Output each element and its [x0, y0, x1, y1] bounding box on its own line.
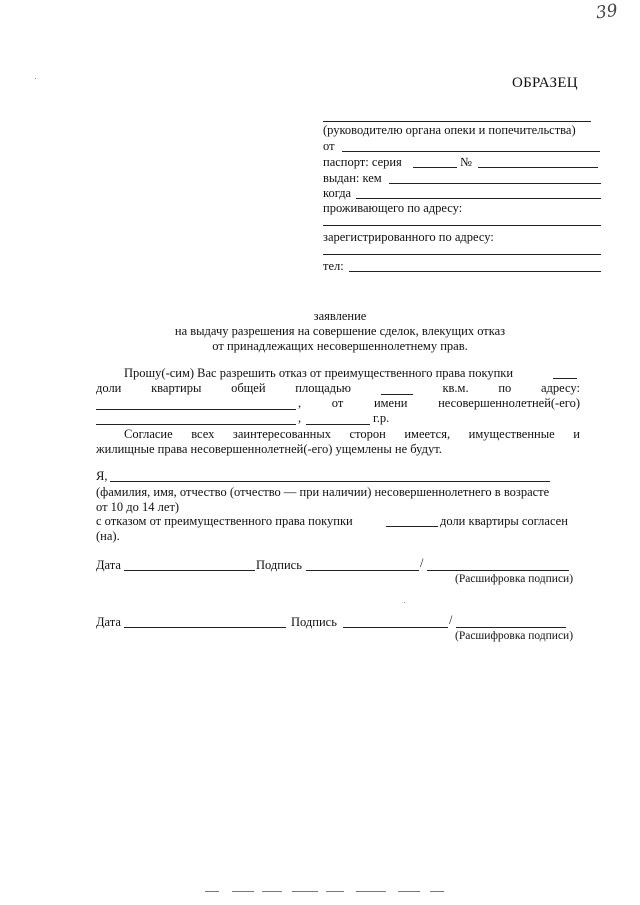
word-consent: Согласие — [124, 427, 173, 441]
area-blank — [381, 381, 413, 395]
word-exists: имеется, — [404, 427, 451, 441]
child-i-label: Я, — [96, 469, 108, 483]
decode-blank-2 — [456, 627, 566, 628]
footer-artifact — [430, 891, 444, 892]
registered-blank — [323, 254, 601, 255]
registered-label: зарегистрированного по адресу: — [323, 230, 494, 244]
passport-number-label: № — [460, 155, 472, 169]
word-at: по — [498, 381, 512, 395]
word-property: имущественные — [468, 427, 555, 441]
footer-artifact — [326, 891, 344, 892]
word-interested: заинтересованных — [232, 427, 331, 441]
phone-blank — [349, 271, 601, 272]
word-and: и — [573, 427, 580, 441]
page-number: 39 — [594, 0, 619, 24]
date-label-1: Дата — [96, 558, 121, 572]
word-apartment: квартиры — [151, 381, 202, 395]
word-all: всех — [191, 427, 215, 441]
scan-speck — [404, 602, 405, 603]
birth-year-label: г.р. — [373, 411, 390, 425]
phone-label: тел: — [323, 259, 344, 273]
child-consent-text-2: доли квартиры согласен — [440, 514, 568, 528]
address-comma: , — [298, 396, 302, 410]
footer-artifact — [232, 891, 254, 892]
signature-label-1: Подпись — [256, 558, 302, 572]
signature-label-2: Подпись — [291, 615, 337, 629]
from-label: от — [323, 139, 335, 153]
passport-number-blank — [478, 167, 598, 168]
footer-artifact — [398, 891, 420, 892]
date-label-2: Дата — [96, 615, 121, 629]
consent-line-1 — [124, 427, 580, 442]
minor-name-blank — [96, 424, 296, 425]
word-from: от — [331, 396, 344, 410]
decode-blank-1 — [427, 570, 569, 571]
word-share: доли — [96, 381, 122, 395]
passport-series-blank — [413, 167, 457, 168]
date-blank-2 — [124, 627, 286, 628]
sample-label: ОБРАЗЕЦ — [512, 75, 578, 91]
child-consent-text-1: с отказом от преимущественного права покупки — [96, 514, 353, 528]
recipient-blank — [323, 121, 591, 122]
title-subline-2: от принадлежащих несовершеннолетнему прав. — [212, 339, 468, 353]
footer-artifact — [262, 891, 282, 892]
document-title: заявление — [313, 309, 367, 323]
footer-artifact — [292, 891, 318, 892]
title-subline-1: на выдачу разрешения на совершение сделок, влекущих отказ — [174, 324, 506, 338]
minor-name-comma: , — [298, 411, 302, 425]
decode-label-1: (Расшифровка подписи) — [455, 573, 574, 585]
residing-blank — [323, 225, 601, 226]
residing-label: проживающего по адресу: — [323, 201, 463, 215]
child-consent-text-3: (на). — [96, 529, 120, 543]
child-name-hint-1: (фамилия, имя, отчество (отчество — при наличии) несовершеннолетнего в возрасте — [96, 485, 550, 499]
birth-year-blank — [306, 424, 370, 425]
scan-speck — [35, 78, 36, 79]
slash-1: / — [420, 556, 424, 570]
issued-when-label: когда — [323, 186, 352, 200]
request-line-2 — [96, 381, 580, 396]
share-blank — [553, 378, 577, 379]
child-share-blank — [386, 526, 438, 527]
issued-by-blank — [389, 183, 601, 184]
recipient-label: (руководителю органа опеки и попечительства) — [323, 123, 576, 137]
word-sqm: кв.м. — [442, 381, 469, 395]
slash-2: / — [449, 613, 453, 627]
signature-blank-2 — [343, 627, 448, 628]
request-line-1: Прошу(-сим) Вас разрешить отказ от преимущественного права покупки — [124, 366, 514, 380]
footer-artifact — [205, 891, 219, 892]
word-name: имени — [373, 396, 408, 410]
signature-blank-1 — [306, 570, 419, 571]
address-blank — [96, 409, 296, 410]
word-minor: несовершеннолетней(-его) — [438, 396, 580, 410]
word-total: общей — [231, 381, 266, 395]
passport-series-label: паспорт: серия — [323, 155, 402, 169]
word-address: адресу: — [540, 381, 580, 395]
word-area: площадью — [295, 381, 352, 395]
request-line-3 — [298, 396, 580, 411]
child-name-blank — [110, 481, 550, 482]
from-blank — [342, 151, 600, 152]
child-name-hint-2: от 10 до 14 лет) — [96, 500, 180, 514]
date-blank-1 — [124, 570, 255, 571]
issued-when-blank — [356, 198, 601, 199]
word-parties: сторон — [349, 427, 386, 441]
issued-by-label: выдан: кем — [323, 171, 382, 185]
footer-artifact — [356, 891, 386, 892]
decode-label-2: (Расшифровка подписи) — [455, 630, 574, 642]
consent-line-2: жилищные права несовершеннолетней(-его) ущемлены не будут. — [96, 442, 442, 456]
